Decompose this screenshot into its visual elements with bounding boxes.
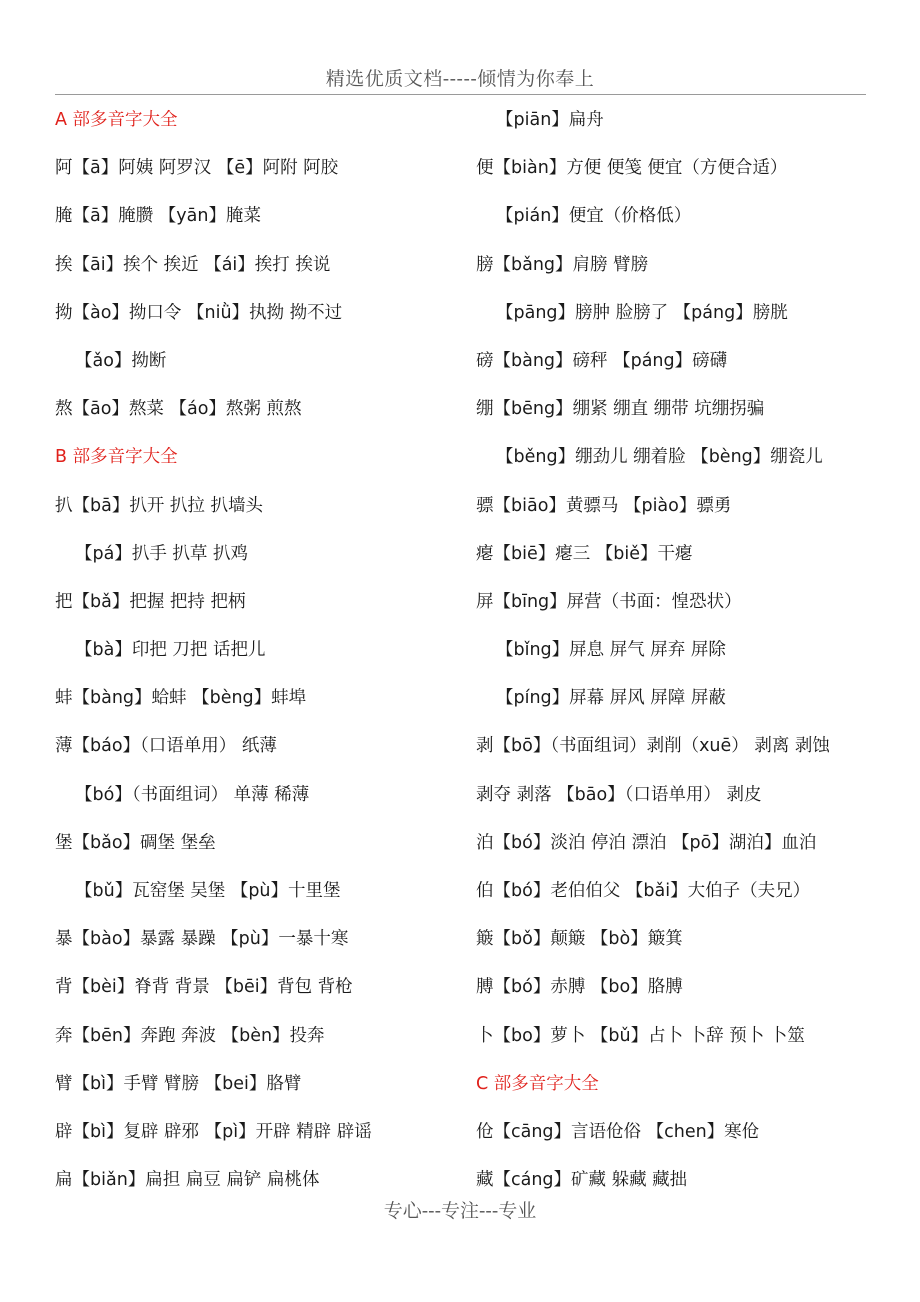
entry-line: 簸【bǒ】颠簸 【bò】簸箕 [476, 929, 683, 950]
entry-line: 便【biàn】方便 便笺 便宜（方便合适） [476, 158, 788, 179]
entry-line: 【ǎo】拗断 [75, 350, 167, 371]
entry-line: 剥【bō】（书面组词）剥削（xuē） 剥离 剥蚀 [476, 736, 830, 757]
entry-line: 膀【bǎng】肩膀 臂膀 [476, 254, 649, 275]
entry-line: 绷【bēng】绷紧 绷直 绷带 坑绷拐骗 [476, 399, 765, 420]
entry-line: 剥夺 剥落 【bāo】（口语单用） 剥皮 [476, 784, 762, 805]
section-heading: C 部多音字大全 [476, 1073, 599, 1094]
entry-line: 【bó】（书面组词） 单薄 稀薄 [75, 784, 310, 805]
entry-line: 磅【bàng】磅秤 【páng】磅礴 [476, 350, 728, 371]
entry-line: 瘪【biē】瘪三 【biě】干瘪 [476, 543, 693, 564]
entry-line: 阿【ā】阿姨 阿罗汉 【ē】阿附 阿胶 [55, 158, 339, 179]
entry-line: 暴【bào】暴露 暴躁 【pù】一暴十寒 [55, 929, 349, 950]
entry-line: 【pián】便宜（价格低） [496, 206, 692, 227]
right-column [476, 96, 906, 1204]
entry-line: 伧【cāng】言语伧俗 【chen】寒伧 [476, 1121, 760, 1142]
entry-line: 扁【biǎn】扁担 扁豆 扁铲 扁桃体 [55, 1170, 320, 1191]
entry-line: 堡【bǎo】碉堡 堡垒 [55, 832, 216, 853]
entry-line: 【bǔ】瓦窑堡 吴堡 【pù】十里堡 [75, 881, 341, 901]
entry-line: 屏【bīng】屏营（书面：惶恐状） [476, 591, 742, 612]
entry-line: 【pāng】膀肿 脸膀了 【páng】膀胱 [496, 302, 788, 323]
entry-line: 扒【bā】扒开 扒拉 扒墙头 [55, 495, 263, 516]
entry-line: 熬【āo】熬菜 【áo】熬粥 煎熬 [55, 399, 302, 420]
entry-line: 背【bèi】脊背 背景 【bēi】背包 背枪 [55, 977, 353, 998]
entry-line: 【piān】扁舟 [496, 110, 604, 130]
entry-line: 挨【āi】挨个 挨近 【ái】挨打 挨说 [55, 254, 331, 275]
section-heading: B 部多音字大全 [55, 447, 178, 468]
entry-line: 蚌【bàng】蛤蚌 【bèng】蚌埠 [55, 688, 307, 709]
entry-line: 藏【cáng】矿藏 躲藏 藏拙 [476, 1170, 688, 1191]
entry-line: 拗【ào】拗口令 【niǜ】执拗 拗不过 [55, 302, 343, 323]
section-heading: A 部多音字大全 [55, 110, 178, 130]
entry-line: 腌【ā】腌臜 【yān】腌菜 [55, 206, 261, 227]
entry-line: 【bà】印把 刀把 话把儿 [75, 640, 266, 661]
entry-line: 臂【bì】手臂 臂膀 【bei】胳臂 [55, 1073, 302, 1094]
entry-line: 【píng】屏幕 屏风 屏障 屏蔽 [496, 688, 726, 709]
entry-line: 伯【bó】老伯伯父 【bǎi】大伯子（夫兄） [476, 881, 811, 901]
entry-line: 【pá】扒手 扒草 扒鸡 [75, 543, 248, 564]
page-header: 精选优质文档-----倾情为你奉上 [325, 68, 595, 90]
entry-line: 泊【bó】淡泊 停泊 漂泊 【pō】湖泊】血泊 [476, 832, 817, 853]
header-divider [55, 94, 866, 95]
entry-line: 辟【bì】复辟 辟邪 【pì】开辟 精辟 辟谣 [55, 1121, 372, 1142]
entry-line: 卜【bo】萝卜 【bǔ】占卜 卜辞 预卜 卜筮 [476, 1025, 805, 1046]
entry-line: 【bǐng】屏息 屏气 屏弃 屏除 [496, 640, 726, 661]
entry-line: 奔【bēn】奔跑 奔波 【bèn】投奔 [55, 1025, 325, 1046]
entry-line: 骠【biāo】黄骠马 【piào】骠勇 [476, 495, 732, 516]
page-footer: 专心---专注---专业 [383, 1200, 537, 1222]
entry-line: 把【bǎ】把握 把持 把柄 [55, 591, 246, 612]
entry-line: 膊【bó】赤膊 【bo】胳膊 [476, 977, 683, 998]
entry-line: 【běng】绷劲儿 绷着脸 【bèng】绷瓷儿 [496, 447, 823, 468]
entry-line: 薄【báo】（口语单用） 纸薄 [55, 736, 277, 757]
left-column [55, 96, 470, 1204]
